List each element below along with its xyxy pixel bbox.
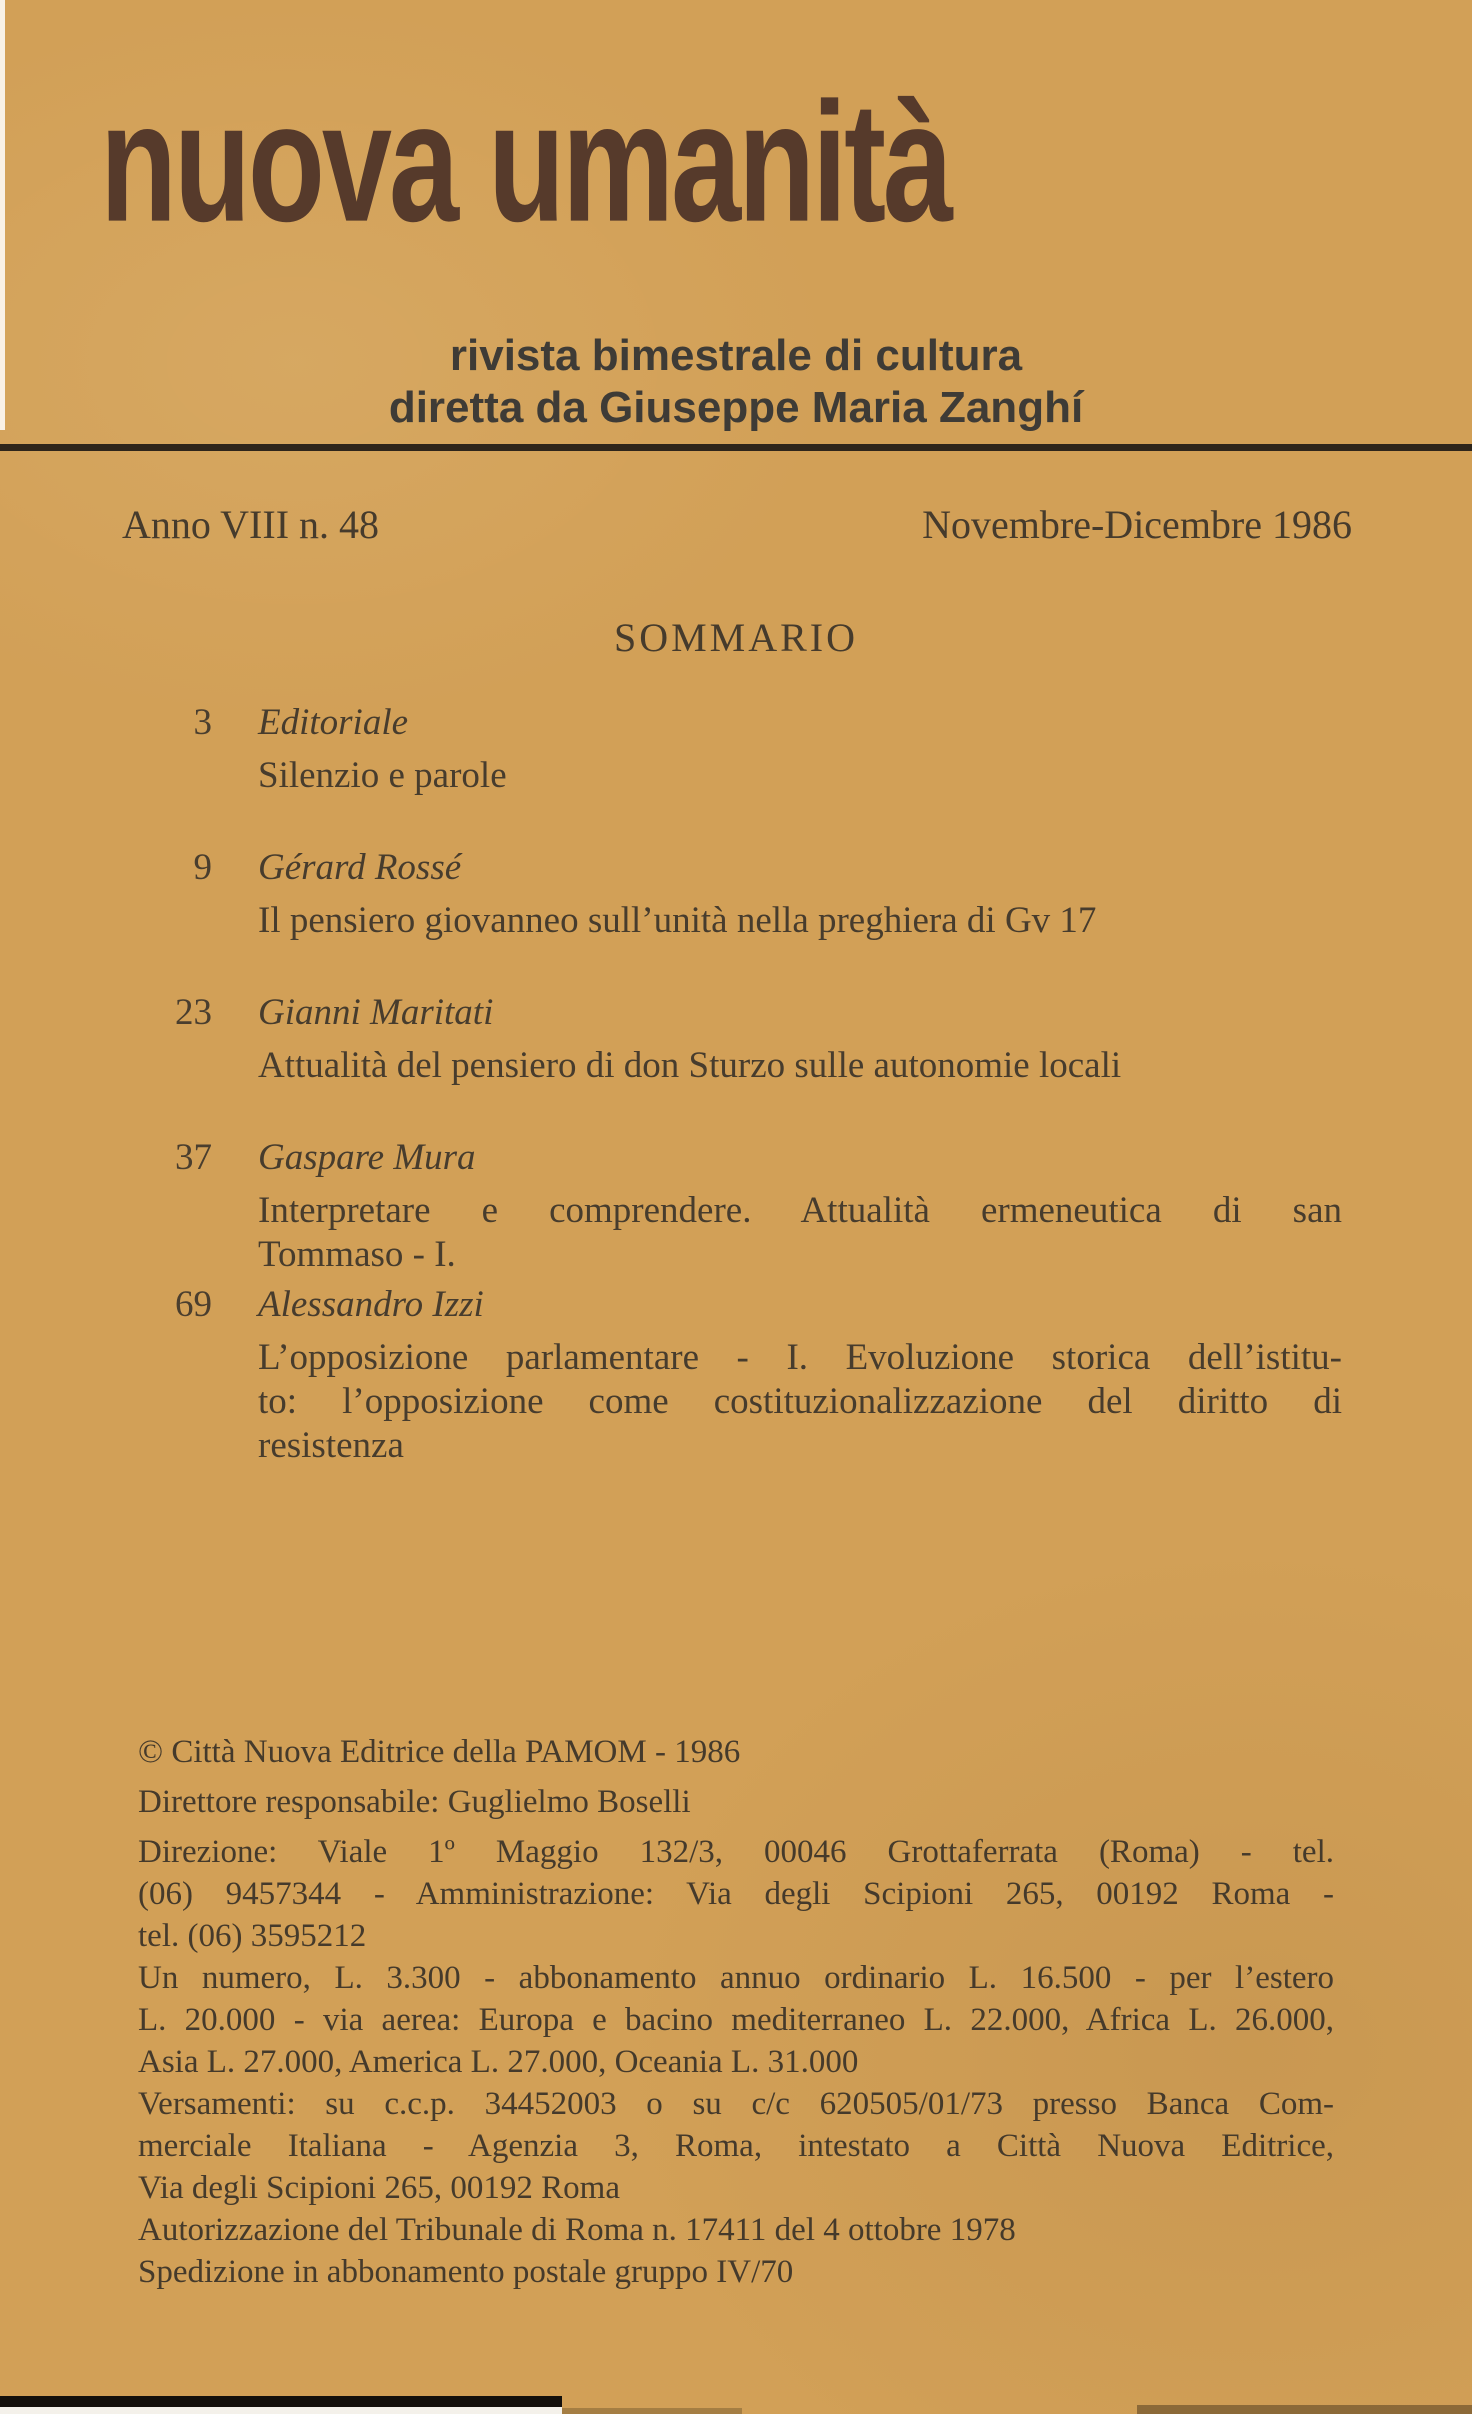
divider-rule <box>0 444 1472 451</box>
imprint-line: Asia L. 27.000, America L. 27.000, Oceania L. 31.000 <box>138 2044 859 2080</box>
imprint-line: Direttore responsabile: Guglielmo Boselli <box>138 1784 691 1820</box>
scan-edge-bottom-white-strip <box>0 2407 562 2414</box>
toc-page-number: 69 <box>175 1284 212 1325</box>
scan-edge-bottom-shadow <box>562 2408 742 2414</box>
toc-entry-title-line: L’opposizione parlamentare - I. Evoluzione storica dell’istitu- <box>258 1337 1342 1378</box>
toc-entry-author: Gérard Rossé <box>258 847 462 888</box>
imprint-line: Versamenti: su c.c.p. 34452003 o su c/c 620505/01/73 presso Banca Com- <box>138 2086 1334 2122</box>
issue-row <box>0 501 1472 548</box>
subtitle-line-2: diretta da Giuseppe Maria Zanghí <box>388 383 1084 432</box>
toc-entry-author: Gianni Maritati <box>258 992 494 1033</box>
scan-edge-bottom-right-shadow <box>1137 2405 1472 2414</box>
toc-entry-author: Gaspare Mura <box>258 1137 476 1178</box>
toc-entry-title-line: Il pensiero giovanneo sull’unità nella preghiera di Gv 17 <box>258 900 1097 941</box>
toc-entry-title-line: resistenza <box>258 1425 404 1466</box>
imprint-line: merciale Italiana - Agenzia 3, Roma, intestato a Città Nuova Editrice, <box>138 2128 1334 2164</box>
toc-entry-title-line: Interpretare e comprendere. Attualità ermeneutica di san <box>258 1190 1342 1231</box>
toc-heading: SOMMARIO <box>613 615 859 660</box>
toc-entry-author: Editoriale <box>258 702 409 743</box>
toc-list <box>0 701 1472 1468</box>
toc-entry <box>0 991 1472 1088</box>
toc-page-number: 23 <box>175 992 212 1033</box>
issue-number: Anno VIII n. 48 <box>122 502 380 547</box>
toc-entry-title-line: Silenzio e parole <box>258 755 507 796</box>
toc-entry-body <box>258 1136 1342 1277</box>
imprint-line: Spedizione in abbonamento postale gruppo IV/70 <box>138 2254 794 2290</box>
magazine-subtitle <box>0 330 1472 434</box>
toc-entry <box>0 701 1472 798</box>
toc-entry-title-line: Tommaso - I. <box>258 1234 456 1275</box>
scan-edge-bottom-black-strip <box>0 2396 562 2407</box>
toc-entry-title-line: to: l’opposizione come costituzionalizzazione del diritto di <box>258 1381 1342 1422</box>
imprint-line: Via degli Scipioni 265, 00192 Roma <box>138 2170 620 2206</box>
imprint-line: tel. (06) 3595212 <box>138 1918 367 1954</box>
toc-entry-body <box>258 846 1342 943</box>
toc-entry-body <box>258 1283 1342 1468</box>
toc-entry <box>0 1283 1472 1468</box>
toc-entry <box>0 1136 1472 1277</box>
imprint-block <box>0 1731 1472 2293</box>
imprint-line: (06) 9457344 - Amministrazione: Via degli Scipioni 265, 00192 Roma - <box>138 1876 1334 1912</box>
toc-page-number: 3 <box>193 702 212 743</box>
imprint-line: Direzione: Viale 1º Maggio 132/3, 00046 Grottaferrata (Roma) - tel. <box>138 1834 1334 1870</box>
magazine-title <box>100 64 1472 258</box>
issue-date: Novembre-Dicembre 1986 <box>922 502 1352 547</box>
toc-entry-body <box>258 991 1342 1088</box>
scan-edge-left-white-sliver <box>0 0 5 430</box>
toc-entry-title-line: Attualità del pensiero di don Sturzo sulle autonomie locali <box>258 1045 1122 1086</box>
toc-entry <box>0 846 1472 943</box>
imprint-line: Autorizzazione del Tribunale di Roma n. 17411 del 4 ottobre 1978 <box>138 2212 1016 2248</box>
imprint-line: Un numero, L. 3.300 - abbonamento annuo ordinario L. 16.500 - per l’estero <box>138 1960 1334 1996</box>
magazine-title-text: nuova umanità <box>100 66 951 258</box>
subtitle-line-1: rivista bimestrale di cultura <box>449 331 1023 380</box>
imprint-line: L. 20.000 - via aerea: Europa e bacino mediterraneo L. 22.000, Africa L. 26.000, <box>138 2002 1334 2038</box>
toc-entry-author: Alessandro Izzi <box>258 1284 484 1325</box>
imprint-line: © Città Nuova Editrice della PAMOM - 1986 <box>138 1734 741 1770</box>
toc-page-number: 9 <box>193 847 212 888</box>
toc-page-number: 37 <box>175 1137 212 1178</box>
toc-entry-body <box>258 701 1342 798</box>
